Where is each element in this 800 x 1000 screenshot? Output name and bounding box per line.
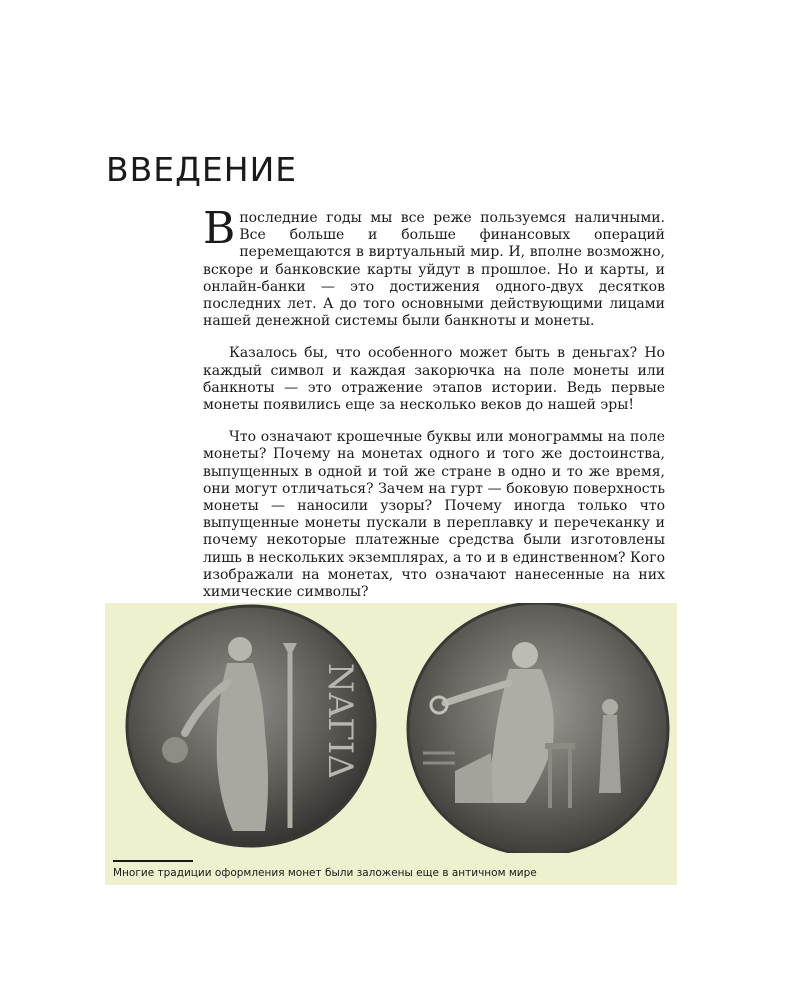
coin-reverse: [408, 603, 668, 853]
coin-inscription: NAΓIΔ: [320, 663, 360, 779]
paragraph-1: [203, 203, 665, 330]
paragraph-3: Что означают крошечные буквы или монограммы на поле монеты? Почему на монетах одного и того же достоинства, выпущенных в одной и той же стране в одно и то же время, они могут отличаться? Зачем на гурт — боковую поверхность монеты — наносили узоры? Почему иногда только что выпущенные монеты пускали в переплавку и перечеканку и почему некоторые платежные средства были изготовлены лишь в нескольких экземплярах, а то и в единственном? Кого изображали на монетах, что означают нанесенные на них химические символы?: [203, 429, 665, 601]
paragraph-2: Казалось бы, что особенного может быть в деньгах? Но каждый символ и каждая закорючка на поле монеты или банкноты — это отражение этапов истории. Ведь первые монеты появились еще за несколько веков до нашей эры!: [203, 345, 665, 414]
page-title: ВВЕДЕНИЕ: [106, 150, 298, 189]
paragraph-1-text: последние годы мы все реже пользуемся наличными. Все больше и больше финансовых операций перемещаются в виртуальный мир. И, вполне возможно, вскоре и банковские карты уйдут в прошлое. Но и карты, и онлайн-банки — это достижения одного-двух десятков последних лет. А до того основными действующими лицами нашей денежной системы были банкноты и монеты.: [203, 210, 665, 330]
intro-text: [203, 203, 665, 616]
caption-rule: [113, 860, 193, 862]
coin-figure: [105, 603, 677, 885]
coins-image: [105, 603, 677, 853]
drop-cap: В: [203, 203, 236, 254]
coin-obverse: [127, 606, 375, 846]
figure-caption: Многие традиции оформления монет были заложены еще в античном мире: [113, 867, 537, 879]
